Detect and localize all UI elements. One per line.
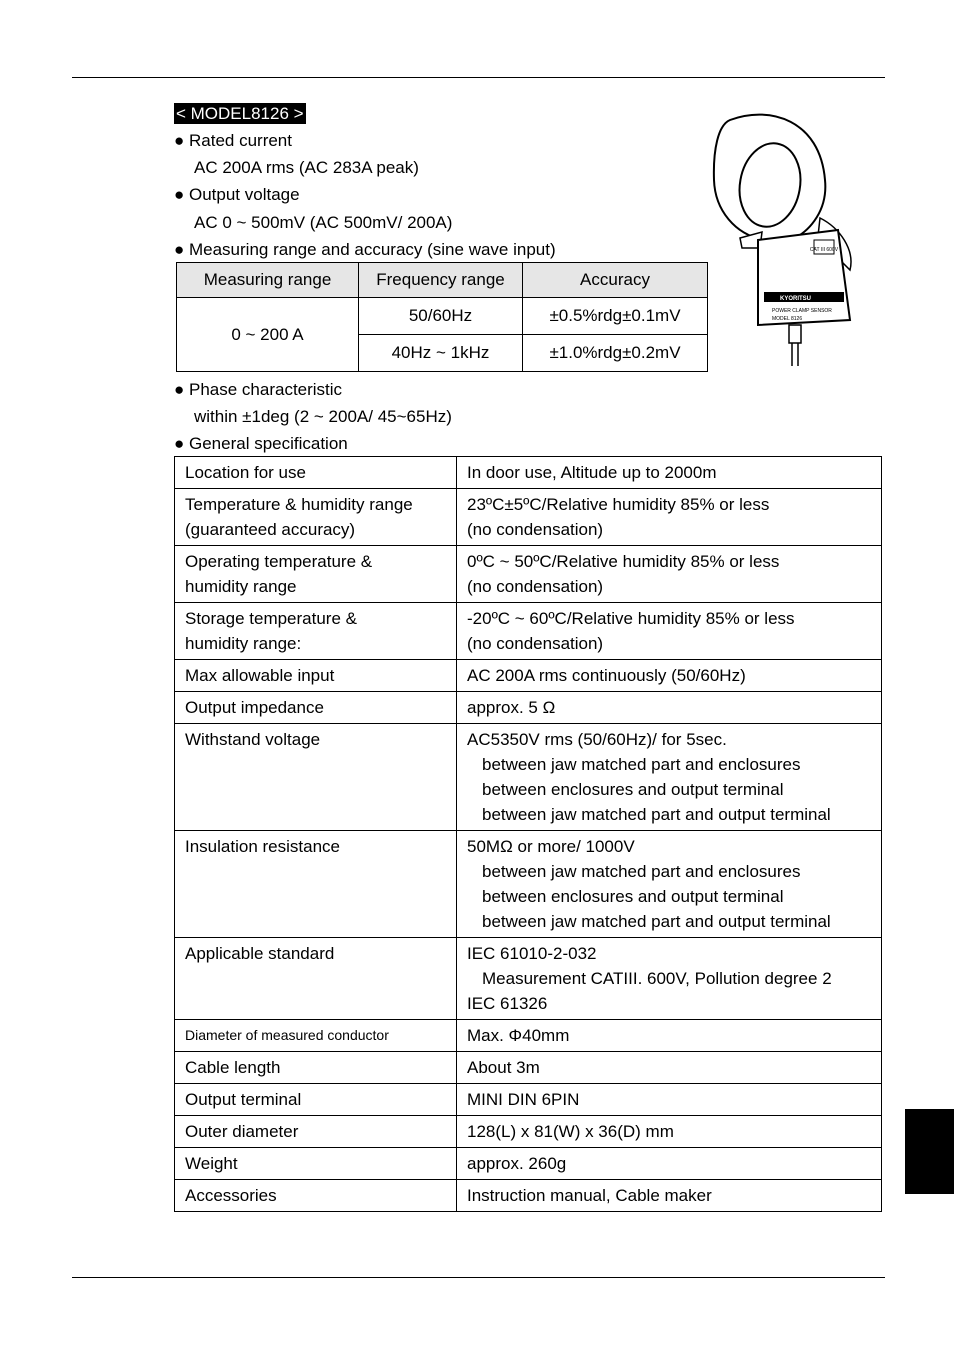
spec-key: Applicable standard xyxy=(175,938,457,1020)
spec-value-line: (no condensation) xyxy=(467,634,604,653)
spec-value-line: AC5350V rms (50/60Hz)/ for 5sec. xyxy=(467,730,727,749)
footer-rule xyxy=(72,1277,885,1278)
spec-value xyxy=(457,831,882,938)
col-accuracy: Accuracy xyxy=(523,263,708,298)
spec-value-line: -20ºC ~ 60ºC/Relative humidity 85% or less xyxy=(467,609,795,628)
spec-key: Output terminal xyxy=(175,1084,457,1116)
spec-key: Cable length xyxy=(175,1052,457,1084)
table-row xyxy=(175,1020,882,1052)
spec-value-line: IEC 61010-2-032 xyxy=(467,944,597,963)
spec-value: AC 200A rms continuously (50/60Hz) xyxy=(457,660,882,692)
table-row xyxy=(175,692,882,724)
frequency-cell: 40Hz ~ 1kHz xyxy=(359,335,523,372)
table-row xyxy=(175,1052,882,1084)
model-title: < MODEL8126 > xyxy=(176,104,304,123)
spec-key: Insulation resistance xyxy=(175,831,457,938)
spec-key-line: humidity range: xyxy=(185,634,302,653)
header-rule xyxy=(72,77,885,78)
clamp-sensor-illustration xyxy=(700,110,865,375)
spec-key-line: Temperature & humidity range xyxy=(185,495,413,514)
spec-value xyxy=(457,546,882,603)
section-tab-marker xyxy=(905,1109,954,1194)
spec-value xyxy=(457,603,882,660)
ce-mark: CE xyxy=(834,298,843,304)
phase-value: within ±1deg (2 ~ 200A/ 45~65Hz) xyxy=(194,407,452,426)
spec-value-line: 0ºC ~ 50ºC/Relative humidity 85% or less xyxy=(467,552,780,571)
spec-key: Accessories xyxy=(175,1180,457,1212)
table-row xyxy=(175,546,882,603)
product-line2: MODEL 8126 xyxy=(772,316,803,322)
spec-value: 128(L) x 81(W) x 36(D) mm xyxy=(457,1116,882,1148)
spec-value xyxy=(457,724,882,831)
spec-value-line: (no condensation) xyxy=(467,577,604,596)
spec-value-line: 23ºC±5ºC/Relative humidity 85% or less xyxy=(467,495,770,514)
col-frequency-range: Frequency range xyxy=(359,263,523,298)
spec-value-line: IEC 61326 xyxy=(467,994,548,1013)
table-row xyxy=(175,1180,882,1212)
spec-value-line: between enclosures and output terminal xyxy=(482,780,784,799)
table-row xyxy=(175,489,882,546)
spec-key: Location for use xyxy=(175,457,457,489)
output-voltage-value: AC 0 ~ 500mV (AC 500mV/ 200A) xyxy=(194,213,453,232)
general-spec-table xyxy=(174,456,882,1212)
accuracy-cell: ±0.5%rdg±0.1mV xyxy=(523,298,708,335)
table-row xyxy=(175,457,882,489)
spec-value-line: Measurement CATIII. 600V, Pollution degree 2 xyxy=(482,969,832,988)
spec-value: approx. 5 Ω xyxy=(457,692,882,724)
spec-value: In door use, Altitude up to 2000m xyxy=(457,457,882,489)
rated-current-value: AC 200A rms (AC 283A peak) xyxy=(194,158,419,177)
spec-key: Max allowable input xyxy=(175,660,457,692)
table-row xyxy=(175,1084,882,1116)
spec-key: Weight xyxy=(175,1148,457,1180)
phase-heading: ● Phase characteristic xyxy=(174,380,343,399)
table-row xyxy=(175,1148,882,1180)
table-row xyxy=(175,603,882,660)
spec-value-line: between jaw matched part and enclosures xyxy=(482,755,801,774)
spec-key-line: Operating temperature & xyxy=(185,552,373,571)
spec-key: Output impedance xyxy=(175,692,457,724)
cat-rating-label: CAT III 600V xyxy=(809,247,839,253)
measuring-range-table xyxy=(176,262,708,372)
output-voltage-heading: ● Output voltage xyxy=(174,185,300,204)
logo-text: KYORITSU xyxy=(780,296,812,302)
spec-value: approx. 260g xyxy=(457,1148,882,1180)
table-row xyxy=(175,660,882,692)
product-line1: POWER CLAMP SENSOR xyxy=(772,308,832,314)
spec-key xyxy=(175,603,457,660)
spec-key: Withstand voltage xyxy=(175,724,457,831)
spec-key: Outer diameter xyxy=(175,1116,457,1148)
spec-value xyxy=(457,489,882,546)
spec-key xyxy=(175,546,457,603)
spec-value-line: (no condensation) xyxy=(467,520,604,539)
spec-key-line: Storage temperature & xyxy=(185,609,357,628)
range-value: 0 ~ 200 A xyxy=(177,298,359,372)
general-heading: ● General specification xyxy=(174,434,348,453)
spec-value: Max. Φ40mm xyxy=(457,1020,882,1052)
spec-value-line: between enclosures and output terminal xyxy=(482,887,784,906)
spec-value-line: between jaw matched part and enclosures xyxy=(482,862,801,881)
table-row xyxy=(175,831,882,938)
measuring-heading: ● Measuring range and accuracy (sine wave input) xyxy=(174,240,556,259)
spec-key: Diameter of measured conductor xyxy=(175,1020,457,1052)
table-row xyxy=(175,724,882,831)
table-row xyxy=(175,938,882,1020)
spec-value-line: 50MΩ or more/ 1000V xyxy=(467,837,635,856)
spec-value-line: between jaw matched part and output terminal xyxy=(482,912,831,931)
col-measuring-range: Measuring range xyxy=(177,263,359,298)
spec-value: About 3m xyxy=(457,1052,882,1084)
spec-key xyxy=(175,489,457,546)
table-row xyxy=(175,1116,882,1148)
table-row xyxy=(177,298,708,335)
spec-value xyxy=(457,938,882,1020)
accuracy-cell: ±1.0%rdg±0.2mV xyxy=(523,335,708,372)
spec-key-line: humidity range xyxy=(185,577,297,596)
spec-value: MINI DIN 6PIN xyxy=(457,1084,882,1116)
rated-current-heading: ● Rated current xyxy=(174,131,292,150)
spec-value-line: between jaw matched part and output terminal xyxy=(482,805,831,824)
spec-key-line: (guaranteed accuracy) xyxy=(185,520,356,539)
spec-value: Instruction manual, Cable maker xyxy=(457,1180,882,1212)
frequency-cell: 50/60Hz xyxy=(359,298,523,335)
